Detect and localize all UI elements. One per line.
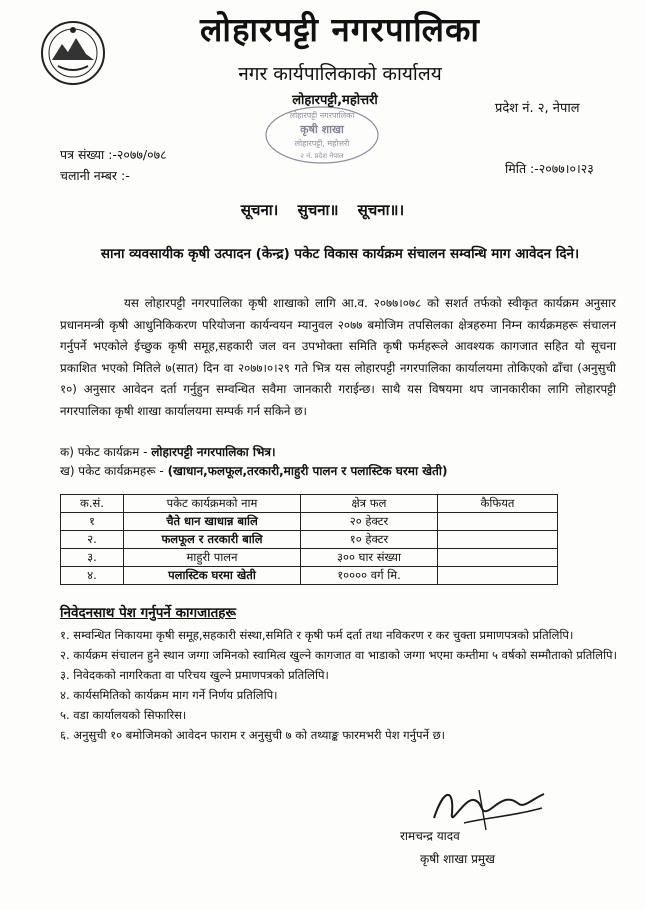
province-label: प्रदेश नं. २, नेपाल — [495, 101, 580, 116]
packet-a-value: लोहारपट्टी नगरपालिका भित्र। — [151, 445, 276, 459]
list-item: ६. अनुसुची १० बमोजिमको आवेदन फाराम र अनुसुची ७ को तथ्याङ्क फारमभरी पेश गर्नुपर्ने छ। — [60, 728, 446, 742]
table-header-row — [61, 495, 558, 513]
required-docs-title: निवेदनसाथ पेश गर्नुपर्ने कागजातहरू — [60, 605, 236, 621]
list-item: १. सम्वन्धित निकायमा कृषी समूह,सहकारी संस्था,समिति र कृषी फर्म दर्ता तथा नविकरण र कर चुक्ता प्रमाणपत्रको प्रतिलिपि। — [60, 628, 574, 642]
cell-remarks — [438, 531, 558, 549]
notice-heading: सूचना। सुचना॥ सूचना॥। — [240, 201, 405, 219]
cell-name: माहुरी पालन — [124, 549, 301, 567]
signatory-title: कृषी शाखा प्रमुख — [420, 852, 495, 866]
required-docs-list — [60, 625, 620, 745]
cell-sn: ४. — [61, 567, 124, 585]
col-name-header: पकेट कार्यक्रमको नाम — [124, 495, 301, 513]
cell-area: ३०० घार संख्या — [301, 549, 438, 567]
cell-sn: ३. — [61, 549, 124, 567]
notice-date: मिति :-२०७७।०।२३ — [505, 161, 594, 176]
table-row — [61, 567, 558, 585]
cell-sn: १ — [61, 513, 124, 531]
packet-line-b — [60, 462, 447, 479]
reference-number: पत्र संख्या :-२०७७/०७८ — [60, 147, 167, 162]
table-row — [61, 513, 558, 531]
cell-area: २० हेक्टर — [301, 513, 438, 531]
cell-remarks — [438, 549, 558, 567]
notice-body — [60, 293, 616, 422]
table-row — [61, 549, 558, 567]
org-title: लोहारपट्टी नगरपालिका — [200, 10, 480, 49]
municipality-emblem-icon — [38, 16, 108, 90]
list-item: ३. निवेदकको नागरिकता वा परिचय खुल्ने प्रमाणपत्रको प्रतिलिपि। — [60, 668, 329, 682]
stamp-line-2: कृषी शाखा — [300, 123, 344, 136]
packet-b-label: ख) पकेट कार्यक्रमहरू - — [60, 464, 164, 478]
col-sn-header: क.सं. — [61, 495, 124, 513]
packet-b-value: (खाधान,फलफूल,तरकारी,माहुरी पालन र पलास्टिक घरमा खेती) — [167, 464, 448, 478]
stamp-line-1: लोहारपट्टी नगरपालिका — [289, 111, 355, 120]
list-item: २. कार्यक्रम संचालन हुने स्थान जग्गा जमिनको स्वामित्व खुल्ने कागजात वा भाडाको जग्गा भएमा कम्तीमा ५ वर्षको सम्मौताको प्रतिलिपि। — [60, 648, 617, 662]
cell-name: पलास्टिक घरमा खेती — [124, 567, 301, 585]
cell-area: १० हेक्टर — [301, 531, 438, 549]
signatory-name: रामचन्द्र यादव — [400, 829, 460, 843]
cell-remarks — [438, 567, 558, 585]
packet-a-label: क) पकेट कार्यक्रम - — [60, 445, 148, 459]
notice-subject: साना व्यवसायीक कृषी उत्पादन (केन्द्र) पकेट विकास कार्यक्रम संचालन सम्वन्धि माग आवेदन दिने। — [100, 246, 580, 262]
cell-area: १०००० वर्ग मि. — [301, 567, 438, 585]
dispatch-number: चलानी नम्बर :- — [60, 168, 130, 183]
stamp-line-4: २ नं. प्रदेश नेपाल — [300, 152, 344, 160]
cell-name: फलफूल र तरकारी बालि — [124, 531, 301, 549]
list-item: ४. कार्यसमितिको कार्यक्रम माग गर्ने निर्णय प्रतिलिपि। — [60, 688, 278, 702]
cell-name: चैते धान खाधान्न बालि — [124, 513, 301, 531]
office-address: लोहारपट्टी,महोत्तरी — [292, 93, 378, 108]
office-name: नगर कार्यपालिकाको कार्यालय — [238, 63, 442, 85]
col-area-header: क्षेत्र फल — [301, 495, 438, 513]
table-row — [61, 531, 558, 549]
office-stamp — [262, 104, 382, 166]
cell-remarks — [438, 513, 558, 531]
packet-line-a — [60, 443, 276, 460]
stamp-line-3: लोहारपट्टी, महोत्तरी — [294, 139, 350, 148]
list-item: ५. वडा कार्यालयको सिफारिस। — [60, 708, 187, 722]
cell-sn: २. — [61, 531, 124, 549]
notice-body-text: यस लोहारपट्टी नगरपालिका कृषी शाखाको लागि आ.व. २०७७।०७८ को सशर्त तर्फको स्वीकृत कार्यक्रम अनुसार प्रधानमन्त्री कृषी आधुनिकिकरण परियोजना कार्यन्वयन म्यानुवल २०७७ बमोजिम तपसिलका क्षेत्रहरुमा निम्न कार्यक्रमहरू संचालन गर्नुपर्ने भएकोले ईच्छुक कृषी समूह,सहकारी जल वन उपभोक्ता समिति कृषी फर्महरूले आवश्यक कागजात सहित यो सूचना प्रकाशित भएको मितिले ७(सात) दिन वा २०७७।०।२९ गते भित्र यस लोहारपट्टी नगरपालिका कार्यालयमा तोकिएको ढाँचा (अनुसुची १०) अनुसार आवेदन दर्ता गर्नुहुन सम्वन्धित सवैमा जानकारी गराईन्छ। साथै यस विषयमा थप जानकारीका लागि लोहारपट्टी नगरपालिका कृषी शाखा कार्यालयमा सम्पर्क गर्न सकिने छ। — [60, 296, 616, 418]
col-remarks-header: कैफियत — [438, 495, 558, 513]
packet-table — [60, 494, 558, 585]
